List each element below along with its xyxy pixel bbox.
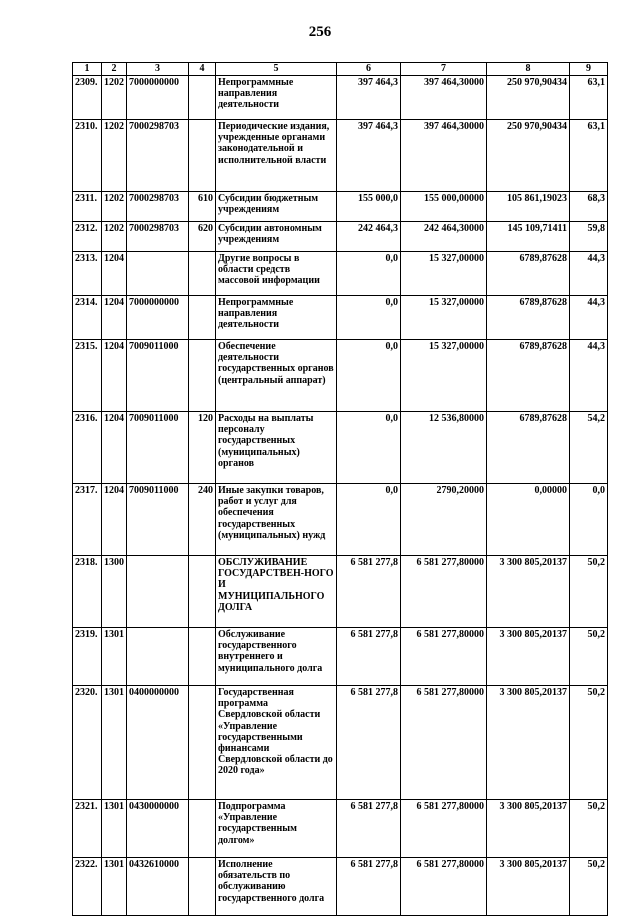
table-row	[73, 858, 608, 916]
cell-revised-amount: 6 581 277,80000	[401, 800, 487, 858]
cell-approved-amount: 6 581 277,8	[337, 800, 401, 858]
cell-approved-amount: 397 464,3	[337, 76, 401, 120]
page-number: 256	[308, 24, 332, 40]
cell-execution-percent: 68,3	[570, 192, 608, 222]
header-col-5: 5	[216, 63, 337, 76]
cell-section-code: 1301	[102, 686, 127, 800]
cell-description: Субсидии бюджетным учреждениям	[216, 192, 337, 222]
cell-revised-amount: 155 000,00000	[401, 192, 487, 222]
cell-execution-percent: 50,2	[570, 628, 608, 686]
table-row	[73, 296, 608, 340]
cell-section-code: 1204	[102, 252, 127, 296]
header-row	[73, 63, 608, 76]
cell-expense-type: 240	[189, 484, 216, 556]
cell-target-code: 0432610000	[127, 858, 189, 916]
cell-execution-percent: 50,2	[570, 800, 608, 858]
cell-execution-percent: 54,2	[570, 412, 608, 484]
cell-target-code: 7009011000	[127, 340, 189, 412]
cell-expense-type	[189, 858, 216, 916]
cell-approved-amount: 0,0	[337, 412, 401, 484]
header-col-9: 9	[570, 63, 608, 76]
cell-revised-amount: 397 464,30000	[401, 120, 487, 192]
table-row	[73, 800, 608, 858]
cell-executed-amount: 0,00000	[487, 484, 570, 556]
cell-executed-amount: 3 300 805,20137	[487, 858, 570, 916]
cell-expense-type	[189, 252, 216, 296]
cell-execution-percent: 50,2	[570, 556, 608, 628]
table-row	[73, 222, 608, 252]
cell-target-code: 0400000000	[127, 686, 189, 800]
cell-section-code: 1202	[102, 222, 127, 252]
table-row	[73, 252, 608, 296]
cell-execution-percent: 50,2	[570, 858, 608, 916]
cell-approved-amount: 155 000,0	[337, 192, 401, 222]
cell-revised-amount: 6 581 277,80000	[401, 556, 487, 628]
cell-executed-amount: 250 970,90434	[487, 76, 570, 120]
cell-row-number: 2320.	[73, 686, 102, 800]
cell-expense-type	[189, 556, 216, 628]
cell-target-code: 7000298703	[127, 222, 189, 252]
cell-execution-percent: 44,3	[570, 296, 608, 340]
cell-executed-amount: 250 970,90434	[487, 120, 570, 192]
cell-executed-amount: 3 300 805,20137	[487, 686, 570, 800]
cell-section-code: 1202	[102, 192, 127, 222]
header-col-2: 2	[102, 63, 127, 76]
cell-executed-amount: 145 109,71411	[487, 222, 570, 252]
cell-row-number: 2309.	[73, 76, 102, 120]
header-col-8: 8	[487, 63, 570, 76]
cell-section-code: 1301	[102, 858, 127, 916]
cell-executed-amount: 6789,87628	[487, 296, 570, 340]
cell-execution-percent: 50,2	[570, 686, 608, 800]
cell-description: Субсидии автономным учреждениям	[216, 222, 337, 252]
cell-revised-amount: 6 581 277,80000	[401, 858, 487, 916]
cell-expense-type	[189, 800, 216, 858]
cell-execution-percent: 59,8	[570, 222, 608, 252]
cell-row-number: 2322.	[73, 858, 102, 916]
cell-revised-amount: 15 327,00000	[401, 252, 487, 296]
header-col-7: 7	[401, 63, 487, 76]
cell-revised-amount: 15 327,00000	[401, 296, 487, 340]
cell-description: Государственная программа Свердловской области «Управление государственными финансами Свердловской области до 2020 года»	[216, 686, 337, 800]
cell-expense-type: 120	[189, 412, 216, 484]
header-col-6: 6	[337, 63, 401, 76]
cell-section-code: 1300	[102, 556, 127, 628]
cell-target-code: 7000298703	[127, 120, 189, 192]
cell-section-code: 1202	[102, 120, 127, 192]
table-row	[73, 556, 608, 628]
table-row	[73, 412, 608, 484]
cell-section-code: 1204	[102, 484, 127, 556]
cell-description: ОБСЛУЖИВАНИЕ ГОСУДАРСТВЕН-НОГО И МУНИЦИПАЛЬНОГО ДОЛГА	[216, 556, 337, 628]
cell-approved-amount: 6 581 277,8	[337, 628, 401, 686]
cell-description: Подпрограмма «Управление государственным долгом»	[216, 800, 337, 858]
cell-approved-amount: 6 581 277,8	[337, 858, 401, 916]
cell-section-code: 1204	[102, 412, 127, 484]
table-body	[73, 76, 608, 916]
table-header	[73, 63, 608, 76]
cell-section-code: 1204	[102, 296, 127, 340]
cell-description: Другие вопросы в области средств массовой информации	[216, 252, 337, 296]
cell-revised-amount: 242 464,30000	[401, 222, 487, 252]
cell-description: Обеспечение деятельности государственных органов (центральный аппарат)	[216, 340, 337, 412]
cell-executed-amount: 6789,87628	[487, 252, 570, 296]
cell-section-code: 1301	[102, 800, 127, 858]
header-col-3: 3	[127, 63, 189, 76]
cell-expense-type	[189, 628, 216, 686]
cell-section-code: 1204	[102, 340, 127, 412]
cell-execution-percent: 44,3	[570, 252, 608, 296]
cell-approved-amount: 242 464,3	[337, 222, 401, 252]
cell-revised-amount: 397 464,30000	[401, 76, 487, 120]
table-row	[73, 484, 608, 556]
header-col-4: 4	[189, 63, 216, 76]
cell-row-number: 2321.	[73, 800, 102, 858]
cell-row-number: 2311.	[73, 192, 102, 222]
cell-description: Обслуживание государственного внутреннего и муниципального долга	[216, 628, 337, 686]
cell-approved-amount: 6 581 277,8	[337, 556, 401, 628]
cell-executed-amount: 3 300 805,20137	[487, 556, 570, 628]
cell-row-number: 2319.	[73, 628, 102, 686]
cell-revised-amount: 12 536,80000	[401, 412, 487, 484]
cell-target-code: 7009011000	[127, 484, 189, 556]
cell-expense-type	[189, 76, 216, 120]
cell-section-code: 1202	[102, 76, 127, 120]
cell-row-number: 2317.	[73, 484, 102, 556]
table-row	[73, 120, 608, 192]
cell-expense-type: 620	[189, 222, 216, 252]
cell-target-code: 7000000000	[127, 76, 189, 120]
cell-approved-amount: 6 581 277,8	[337, 686, 401, 800]
table-row	[73, 192, 608, 222]
cell-approved-amount: 397 464,3	[337, 120, 401, 192]
header-col-1: 1	[73, 63, 102, 76]
cell-description: Расходы на выплаты персоналу государственных (муниципальных) органов	[216, 412, 337, 484]
cell-target-code	[127, 252, 189, 296]
cell-target-code	[127, 628, 189, 686]
cell-description: Непрограммные направления деятельности	[216, 76, 337, 120]
cell-target-code: 7000298703	[127, 192, 189, 222]
cell-row-number: 2312.	[73, 222, 102, 252]
table-row	[73, 686, 608, 800]
cell-execution-percent: 0,0	[570, 484, 608, 556]
cell-expense-type: 610	[189, 192, 216, 222]
cell-revised-amount: 6 581 277,80000	[401, 686, 487, 800]
cell-approved-amount: 0,0	[337, 484, 401, 556]
cell-approved-amount: 0,0	[337, 340, 401, 412]
cell-executed-amount: 3 300 805,20137	[487, 800, 570, 858]
cell-row-number: 2314.	[73, 296, 102, 340]
cell-description: Исполнение обязательств по обслуживанию государственного долга	[216, 858, 337, 916]
cell-execution-percent: 63,1	[570, 120, 608, 192]
cell-revised-amount: 2790,20000	[401, 484, 487, 556]
cell-approved-amount: 0,0	[337, 296, 401, 340]
cell-target-code: 0430000000	[127, 800, 189, 858]
cell-expense-type	[189, 686, 216, 800]
cell-target-code	[127, 556, 189, 628]
table-row	[73, 628, 608, 686]
cell-target-code: 7000000000	[127, 296, 189, 340]
cell-row-number: 2315.	[73, 340, 102, 412]
cell-execution-percent: 63,1	[570, 76, 608, 120]
cell-expense-type	[189, 340, 216, 412]
cell-row-number: 2310.	[73, 120, 102, 192]
cell-executed-amount: 6789,87628	[487, 340, 570, 412]
cell-description: Периодические издания, учрежденные органами законодательной и исполнительной власти	[216, 120, 337, 192]
cell-expense-type	[189, 296, 216, 340]
cell-executed-amount: 3 300 805,20137	[487, 628, 570, 686]
cell-section-code: 1301	[102, 628, 127, 686]
cell-description: Иные закупки товаров, работ и услуг для обеспечения государственных (муниципальных) нужд	[216, 484, 337, 556]
table-row	[73, 76, 608, 120]
cell-expense-type	[189, 120, 216, 192]
table-row	[73, 340, 608, 412]
cell-executed-amount: 6789,87628	[487, 412, 570, 484]
cell-target-code: 7009011000	[127, 412, 189, 484]
cell-executed-amount: 105 861,19023	[487, 192, 570, 222]
cell-description: Непрограммные направления деятельности	[216, 296, 337, 340]
cell-approved-amount: 0,0	[337, 252, 401, 296]
cell-row-number: 2316.	[73, 412, 102, 484]
budget-table	[72, 62, 608, 916]
cell-row-number: 2313.	[73, 252, 102, 296]
cell-revised-amount: 6 581 277,80000	[401, 628, 487, 686]
cell-revised-amount: 15 327,00000	[401, 340, 487, 412]
cell-execution-percent: 44,3	[570, 340, 608, 412]
cell-row-number: 2318.	[73, 556, 102, 628]
